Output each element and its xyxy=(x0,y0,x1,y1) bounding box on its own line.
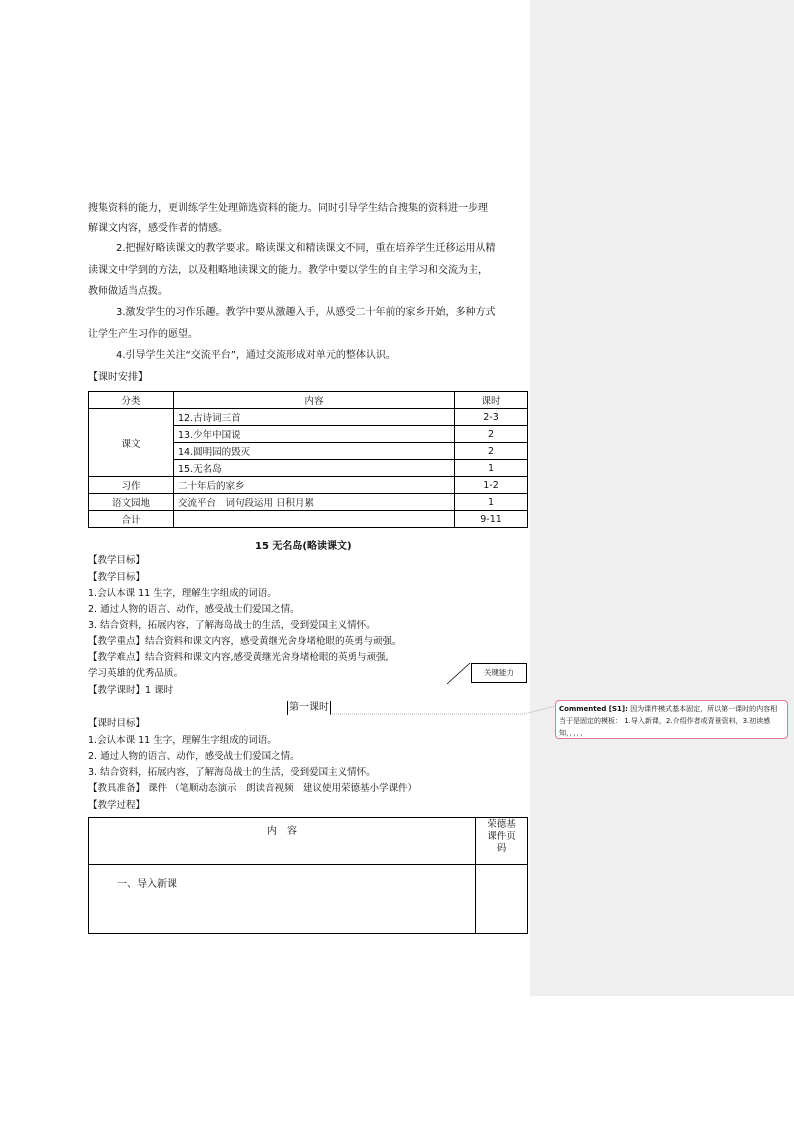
section-heading: 【课时目标】 xyxy=(88,718,146,729)
prep-line: 【教具准备】 课件 （笔顺动态演示 朗读音视频 建议使用荣德基小学课件） xyxy=(88,783,418,794)
section-heading: 【教学目标】 xyxy=(88,555,146,566)
lesson-marker[interactable]: 第一课时 xyxy=(289,702,329,713)
para-line: 解课文内容，感受作者的情感。 xyxy=(88,223,228,234)
table-row xyxy=(89,477,528,494)
goal-line: 3. 结合资料，拓展内容，了解海岛战士的生活，受到爱国主义情怀。 xyxy=(88,767,376,778)
header-line: 码 xyxy=(496,843,507,854)
difficulty-line: 学习英雄的优秀品质。 xyxy=(88,668,184,679)
key-point: 【教学重点】结合资料和课文内容，感受黄继光舍身堵枪眼的英勇与顽强。 xyxy=(88,636,402,647)
header-line: 课件页 xyxy=(487,831,516,842)
content-cell: 交流平台 词句段运用 日积月累 xyxy=(174,494,455,511)
hours-cell: 2-3 xyxy=(455,409,528,426)
schedule-heading: 【课时安排】 xyxy=(88,372,148,383)
content-cell: 12.古诗词三首 xyxy=(174,409,455,426)
table-row xyxy=(89,865,528,934)
goal-line: 3. 结合资料，拓展内容，了解海岛战士的生活，受到爱国主义情怀。 xyxy=(88,620,376,631)
content-header: 内 容 xyxy=(89,818,476,865)
goal-line: 2. 通过人物的语言、动作，感受战士们爱国之情。 xyxy=(88,604,300,615)
header-cell: 分类 xyxy=(89,392,174,409)
total-hours: 9-11 xyxy=(455,511,528,528)
courseware-cell xyxy=(476,865,528,934)
goal-line: 2. 通过人物的语言、动作，感受战士们爱国之情。 xyxy=(88,751,300,762)
para-line: 2.把握好略读课文的教学要求。略读课文和精读课文不同，重在培养学生迁移运用从精 xyxy=(116,243,496,254)
hours-cell: 2 xyxy=(455,426,528,443)
para-line: 读课文中学到的方法，以及粗略地读课文的能力。教学中要以学生的自主学习和交流为主， xyxy=(88,265,488,276)
comment-text: 因为课件模式基本固定，所以第一课时的内容相当于是固定的模板： 1.导入新课，2.介绍作者或背景资料，3.初读感知，，，，， xyxy=(559,705,778,737)
para-line: 让学生产生习作的愿望。 xyxy=(88,329,198,340)
hours-cell: 1 xyxy=(455,460,528,477)
header-line: 荣德基 xyxy=(487,819,516,830)
lesson-title: 15 无名岛(略读课文) xyxy=(255,541,352,552)
hours-cell: 1 xyxy=(455,494,528,511)
para-line: 4.引导学生关注“交流平台”，通过交流形成对单元的整体认识。 xyxy=(116,350,396,361)
section-heading: 【教学目标】 xyxy=(88,572,146,583)
content-cell: 二十年后的家乡 xyxy=(174,477,455,494)
table-row xyxy=(89,494,528,511)
content-cell xyxy=(174,511,455,528)
process-table xyxy=(88,817,528,934)
category-cell: 课文 xyxy=(89,409,174,477)
section-heading: 【教学过程】 xyxy=(88,800,146,811)
category-cell: 语文园地 xyxy=(89,494,174,511)
goal-line: 1.会认本课 11 生字，理解生字组成的词语。 xyxy=(88,588,277,599)
courseware-header xyxy=(476,818,528,865)
content-cell: 13.少年中国说 xyxy=(174,426,455,443)
lesson-hours: 【教学课时】1 课时 xyxy=(88,685,174,696)
total-label: 合计 xyxy=(89,511,174,528)
header-cell: 课时 xyxy=(455,392,528,409)
category-cell: 习作 xyxy=(89,477,174,494)
para-line: 搜集资料的能力，更训练学生处理筛选资料的能力。同时引导学生结合搜集的资料进一步理 xyxy=(88,203,488,214)
hours-cell: 2 xyxy=(455,443,528,460)
header-cell: 内容 xyxy=(174,392,455,409)
para-line: 教师做适当点拨。 xyxy=(88,286,168,297)
content-cell: 15.无名岛 xyxy=(174,460,455,477)
difficulty-line: 【教学难点】结合资料和课文内容,感受黄继光舍身堵枪眼的英勇与顽强, xyxy=(88,652,389,663)
table-row xyxy=(89,818,528,865)
content-cell: 一、导入新课 xyxy=(89,865,476,934)
comment-balloon[interactable] xyxy=(555,700,788,739)
key-ability-tag: 关键能力 xyxy=(471,663,527,683)
comment-label: Commented [S1]: xyxy=(559,705,628,713)
schedule-table xyxy=(88,391,528,528)
table-row xyxy=(89,511,528,528)
comment-sidebar xyxy=(530,0,794,996)
goal-line: 1.会认本课 11 生字，理解生字组成的词语。 xyxy=(88,735,277,746)
para-line: 3.激发学生的习作乐趣。教学中要从激趣入手，从感受二十年前的家乡开始，多种方式 xyxy=(116,307,496,318)
table-row xyxy=(89,409,528,426)
content-cell: 14.圆明园的毁灭 xyxy=(174,443,455,460)
hours-cell: 1-2 xyxy=(455,477,528,494)
